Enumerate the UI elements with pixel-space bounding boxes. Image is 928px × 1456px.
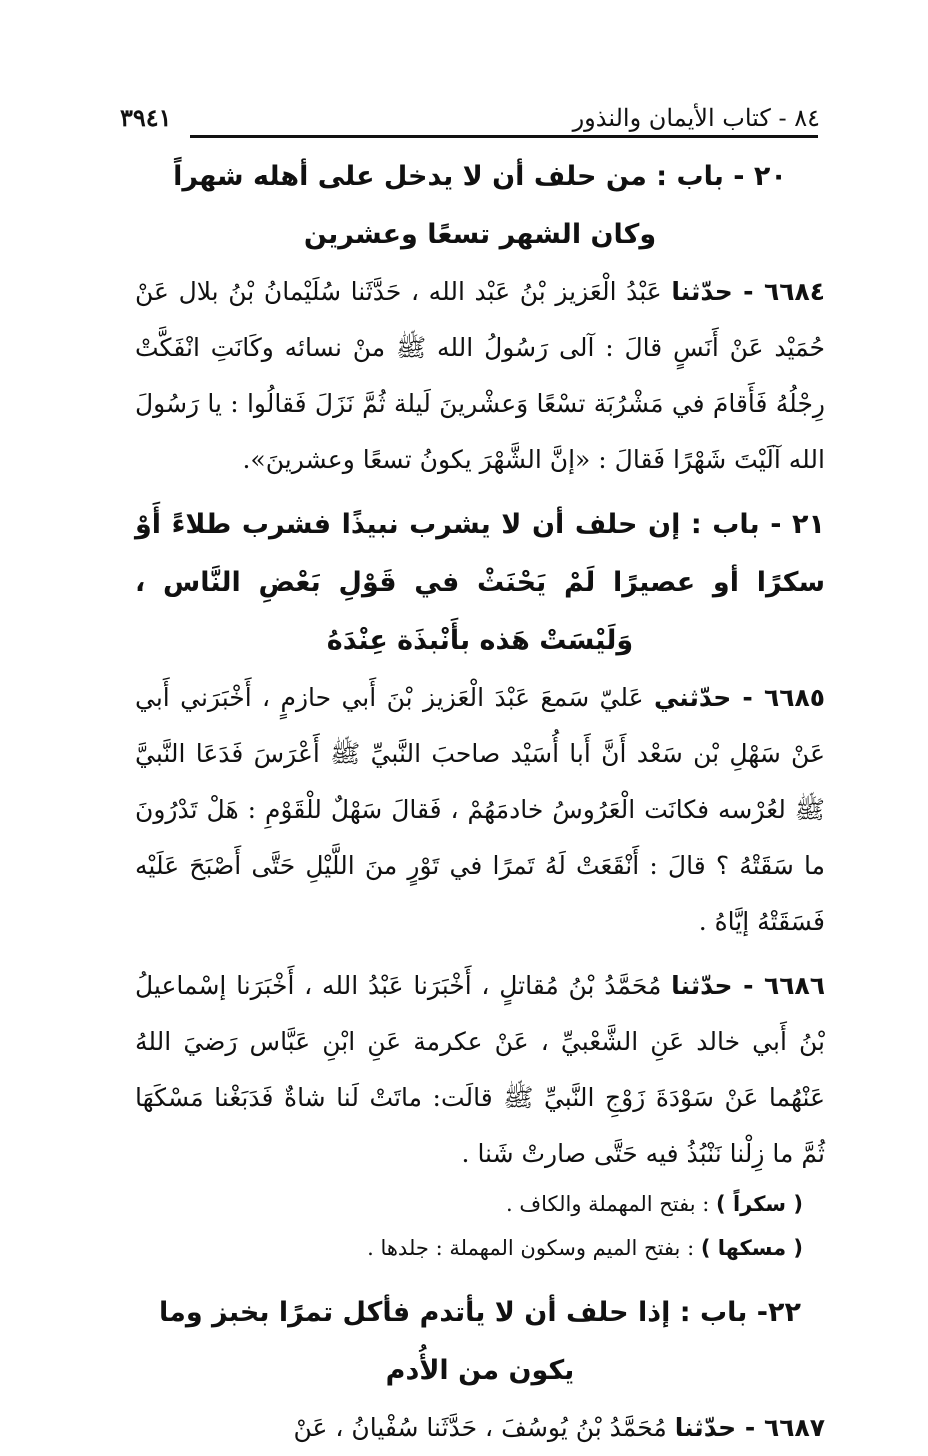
chapter-heading-21: ٢١ - باب : إن حلف أن لا يشرب نبيذًا فشرب طلاءً أَوْ سكرًا أو عصيرًا لَمْ يَحْنَثْ في قَوْلِ بَعْضِ النَّاس ، وَلَيْسَتْ هَذه بأَنْبذَة عِنْدَهُ xyxy=(135,509,825,656)
hadith-number: ٦٦٨٥ - حدّثني xyxy=(653,683,825,712)
chapter-heading-20-line1: ٢٠ - باب : من حلف أن لا يدخل على أهله شهراً xyxy=(173,161,787,192)
hadith-6687 xyxy=(135,1400,825,1456)
hadith-number: ٦٦٨٧ - حدّثنا xyxy=(674,1413,825,1442)
hadith-6686 xyxy=(135,958,825,1182)
hadith-text: مُحَمَّدُ بْنُ مُقاتلٍ ، أَخْبَرَنا عَبْدُ الله ، أَخْبَرَنا إسْماعيلُ بْنُ أَبي خالد عَنِ الشَّعْبيِّ ، عَنْ عكرمة عَنِ ابْنِ عَبَّاس رَضيَ اللهُ عَنْهُما عَنْ سَوْدَةَ زَوْجِ النَّبيِّ ﷺ قالَت: ماتَتْ لَنا شاةٌ فَدَبَغْنا مَسْكَهَا ثُمَّ ما زِلْنا نَنْبُذُ فيه حَتَّى صارتْ شَنا . xyxy=(135,971,825,1168)
hadith-6685 xyxy=(135,670,825,950)
hadith-text: مُحَمَّدُ بْنُ يُوسُفَ ، حَدَّثَنا سُفْيانُ ، عَنْ xyxy=(293,1413,667,1442)
gloss-sakaran xyxy=(135,1182,825,1226)
page-number: ٣٩٤١ xyxy=(120,103,172,132)
running-header xyxy=(120,88,820,132)
hadith-6684 xyxy=(135,264,825,488)
hadith-number: ٦٦٨٤ - حدّثنا xyxy=(671,277,825,306)
hadith-number: ٦٦٨٦ - حدّثنا xyxy=(671,971,826,1000)
hadith-text: عَليّ سَمعَ عَبْدَ الْعَزيز بْنَ أَبي حازمٍ ، أَخْبَرَني أَبي عَنْ سَهْلِ بْن سَعْد أَنَّ أَبا أُسَيْد صاحبَ النَّبيِّ ﷺ أَعْرَسَ فَدَعَا النَّبيَّ ﷺ لعُرْسه فكانَت الْعَرُوسُ خادمَهُمْ ، فَقالَ سَهْلٌ للْقَوْمِ : هَلْ تَدْرُونَ ما سَقَتْهُ ؟ قالَ : أَنْقَعَتْ لَهُ تَمرًا في تَوْرٍ منَ اللَّيْلِ حَتَّى أَصْبَحَ عَلَيْه فَسَقَتْهُ إيَّاهُ . xyxy=(135,683,825,936)
gloss-term: ( سكراً ) xyxy=(716,1192,803,1216)
gloss-explanation: : بفتح الميم وسكون المهملة : جلدها . xyxy=(367,1236,695,1260)
chapter-heading-20 xyxy=(135,148,825,264)
hadith-text: عَبْدُ الْعَزيز بْنُ عَبْد الله ، حَدَّثَنا سُلَيْمانُ بْنُ بلال عَنْ حُمَيْد عَنْ أَنَسٍ قالَ : آلى رَسُولُ الله ﷺ منْ نسائه وكَانَتِ انْفَكَّتْ رِجْلُهُ فَأَقامَ في مَشْرُبَة تسْعًا وَعشْرينَ لَيلة ثُمَّ نَزَلَ فَقالُوا : يا رَسُولَ الله آلَيْتَ شَهْرًا فَقالَ : «إنَّ الشَّهْرَ يكونُ تسعًا وعشرينَ». xyxy=(135,277,825,474)
gloss-term: ( مسكها ) xyxy=(700,1236,803,1260)
chapter-heading-22: ٢٢- باب : إذا حلف أن لا يأتدم فأكل تمرًا بخبز وما يكون من الأُدم xyxy=(159,1297,801,1386)
header-rule xyxy=(190,135,818,138)
running-title: ٨٤ - كتاب الأيمان والنذور xyxy=(572,104,820,132)
chapter-heading-20-line2: وكان الشهر تسعًا وعشرين xyxy=(303,219,657,250)
gloss-maskaha xyxy=(135,1226,825,1270)
gloss-explanation: : بفتح المهملة والكاف . xyxy=(506,1192,710,1216)
page-body xyxy=(135,148,825,1456)
